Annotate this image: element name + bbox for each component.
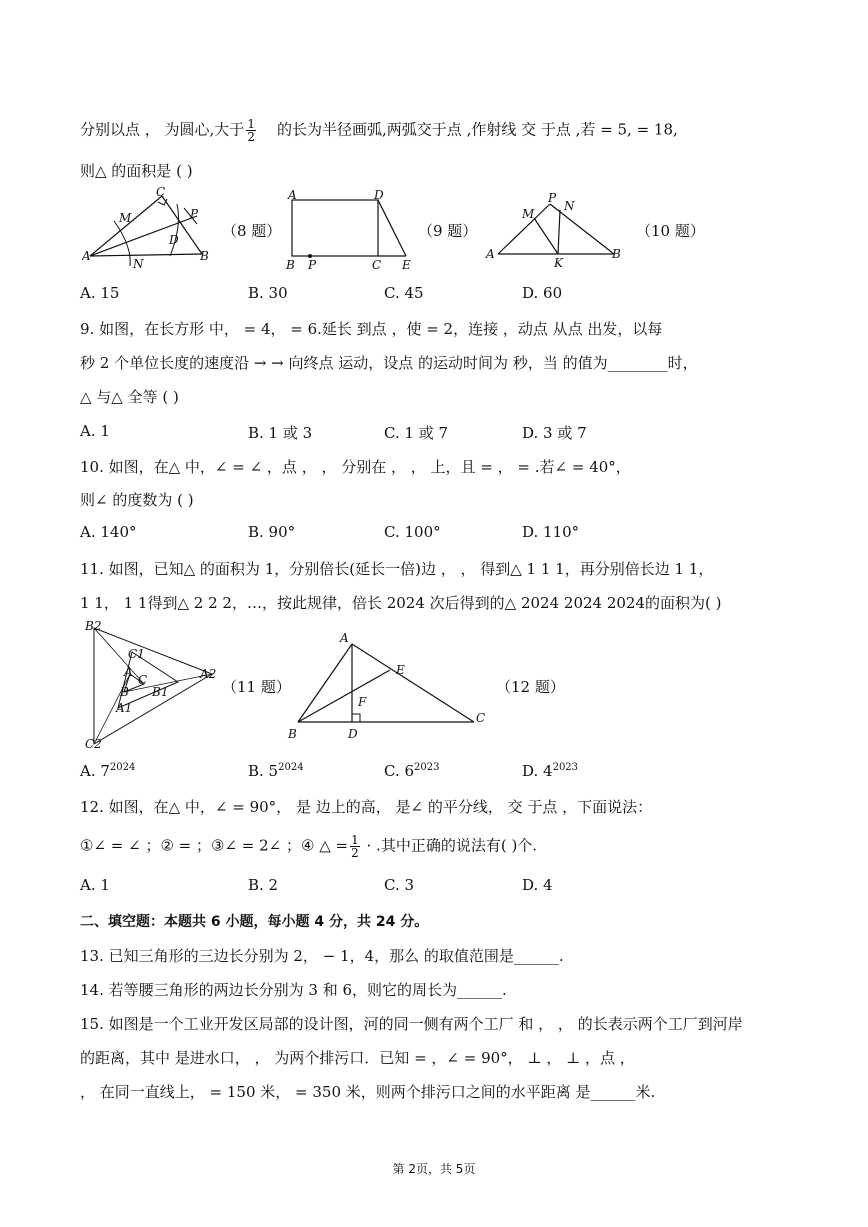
fig11-label-b2: B2: [85, 619, 102, 633]
q12-text-a: ①∠ = ∠ ；② = ；③∠ = 2∠ ；④ △ =: [80, 836, 349, 855]
q9-option-a: A. 1: [80, 422, 110, 440]
fraction-numerator: 1: [351, 833, 359, 847]
option-base: A. 7: [80, 762, 110, 780]
q11-option-b: [248, 762, 304, 780]
fig11-label-b1: B1: [152, 685, 169, 699]
fig8-right-angle: [158, 199, 167, 205]
fig12-label-b: B: [288, 727, 297, 741]
fraction-denominator: 2: [247, 130, 255, 144]
figure-9: [284, 188, 414, 272]
q10-option-c: C. 100°: [384, 523, 441, 541]
fig8-label-b: B: [200, 249, 209, 263]
q15-line3: ， 在同一直线上， = 150 米， = 350 米，则两个排污口之间的水平距离 是______米.: [80, 1083, 656, 1101]
fig11-label-c2: C2: [85, 737, 102, 751]
option-exponent: 2024: [109, 762, 136, 773]
page-footer: 第 2页，共 5页: [392, 1162, 476, 1176]
q8-text-b: 的长为半径画弧,两弧交于点 ,作射线 交 于点 ,若 = 5, = 18,: [277, 120, 678, 139]
figure-10: [484, 190, 634, 270]
q9-option-b: B. 1 或 3: [248, 424, 313, 442]
q8-text-a: 分别以点 ， 为圆心,大于: [80, 120, 245, 139]
q14-text: 14. 若等腰三角形的两边长分别为 3 和 6，则它的周长为______.: [80, 981, 507, 999]
q12-option-d: D. 4: [522, 876, 553, 894]
fig8-label-p: P: [190, 207, 199, 221]
figure-11: [82, 618, 222, 752]
option-exponent: 2023: [414, 762, 440, 773]
fig12-label-c: C: [476, 711, 486, 725]
q10-line1: 10. 如图，在△ 中，∠ = ∠ ，点 ， ， 分别在 ， ， 上，且 = ， = .若∠ = 40°，: [80, 458, 631, 476]
fraction-half: [350, 834, 360, 859]
fig8-label-n: N: [133, 257, 144, 271]
fig8-arc-2: [170, 204, 178, 256]
q8-line2: 则△ 的面积是 ( ): [80, 162, 193, 180]
q9-line1: 9. 如图，在长方形 中， = 4， = 6.延长 到点 ，使 = 2，连接 ，动点 从点 出发，以每: [80, 320, 663, 338]
q13-text: 13. 已知三角形的三边长分别为 2， − 1，4，那么 的取值范围是______.: [80, 947, 564, 965]
option-base: B. 5: [248, 762, 279, 780]
fig8-label-m: M: [119, 211, 132, 225]
section-heading: 二、填空题：本题共 6 小题，每小题 4 分，共 24 分。: [80, 914, 429, 930]
q9-option-d: D. 3 或 7: [522, 424, 587, 442]
fraction-numerator: 1: [247, 117, 255, 131]
fig9-label-e: E: [402, 258, 411, 272]
q12-text-b: · .其中正确的说法有( )个.: [361, 836, 538, 855]
fig8-line-ac: [90, 196, 162, 256]
option-base: D. 4: [522, 762, 553, 780]
q10-option-b: B. 90°: [248, 523, 296, 541]
q9-line3: △ 与△ 全等 ( ): [80, 388, 179, 406]
fig12-caption: （12 题）: [496, 678, 565, 696]
q11-line1: 11. 如图，已知△ 的面积为 1，分别倍长(延长一倍)边 ， ， 得到△ 1 1 1，再分别倍长边 1 1，: [80, 560, 714, 578]
fig12-line-ac: [352, 644, 474, 722]
fig12-label-e: E: [396, 663, 405, 677]
fig9-label-a: A: [288, 188, 297, 202]
fig10-caption: （10 题）: [636, 222, 705, 240]
q9-line2: 秒 2 个单位长度的速度沿 → → 向终点 运动，设点 的运动时间为 秒，当 的值为________时，: [80, 354, 698, 372]
fig8-line-ab: [90, 254, 202, 256]
fig9-label-c: C: [372, 258, 382, 272]
fig9-rectangle: [292, 200, 378, 256]
fig10-line-nk: [558, 210, 560, 254]
fig9-line-de: [378, 200, 406, 256]
fig9-label-d: D: [374, 188, 384, 202]
option-exponent: 2024: [278, 762, 304, 773]
fig12-label-a: A: [340, 631, 349, 645]
q8-option-d: D. 60: [522, 284, 563, 302]
fig10-label-b: B: [612, 247, 621, 261]
fig11-label-a: A: [124, 665, 133, 679]
fraction-half: [246, 118, 256, 143]
fig8-label-d: D: [169, 233, 179, 247]
q12-line2: [80, 834, 537, 859]
option-base: C. 6: [384, 762, 415, 780]
fig12-right-angle: [352, 714, 360, 722]
q8-option-c: C. 45: [384, 284, 424, 302]
q12-option-c: C. 3: [384, 876, 415, 894]
fig12-line-ab: [298, 644, 352, 722]
option-exponent: 2023: [552, 762, 579, 773]
fig11-label-c1: C1: [128, 647, 145, 661]
fig9-caption: （9 题）: [418, 222, 478, 240]
fig12-label-f: F: [358, 695, 367, 709]
q8-option-b: B. 30: [248, 284, 288, 302]
fig11-label-a1: A1: [116, 701, 133, 715]
fig10-label-n: N: [564, 199, 575, 213]
q11-option-c: [384, 762, 439, 780]
q10-option-d: D. 110°: [522, 523, 580, 541]
q8-line1: [80, 118, 678, 143]
q11-line2: 1 1， 1 1得到△ 2 2 2，…，按此规律，倍长 2024 次后得到的△ 2024 2024 2024的面积为( ): [80, 594, 722, 612]
fig8-caption: （8 题）: [222, 222, 282, 240]
fig8-label-a: A: [82, 249, 91, 263]
fig8-line-cb: [162, 196, 202, 254]
q10-option-a: A. 140°: [80, 523, 137, 541]
fig10-label-m: M: [522, 207, 535, 221]
fig12-line-be: [298, 670, 390, 722]
fig11-label-c: C: [138, 673, 148, 687]
fig10-label-k: K: [554, 256, 563, 270]
fig10-label-p: P: [548, 191, 557, 205]
q9-option-c: C. 1 或 7: [384, 424, 449, 442]
q12-line1: 12. 如图，在△ 中，∠ = 90°， 是 边上的高， 是∠ 的平分线， 交 于点 ，下面说法：: [80, 798, 653, 816]
fig8-label-c: C: [156, 186, 166, 199]
fig9-label-p: P: [308, 258, 317, 272]
fraction-denominator: 2: [351, 846, 359, 860]
q11-option-a: [80, 762, 135, 780]
q15-line1: 15. 如图是一个工业开发区局部的设计图，河的同一侧有两个工厂 和 ， ， 的长表示两个工厂到河岸: [80, 1015, 743, 1033]
q8-option-a: A. 15: [80, 284, 120, 302]
q11-option-d: [522, 762, 578, 780]
fig10-line-mk: [534, 218, 558, 254]
fig12-label-d: D: [348, 727, 358, 741]
fig9-label-b: B: [286, 258, 295, 272]
figure-8: [82, 186, 222, 271]
q12-option-a: A. 1: [80, 876, 110, 894]
q10-line2: 则∠ 的度数为 ( ): [80, 491, 194, 509]
fig8-ray-ap: [90, 216, 197, 256]
figure-12: [284, 628, 494, 744]
fig11-label-b: B: [120, 685, 129, 699]
fig10-label-a: A: [486, 247, 495, 261]
q12-option-b: B. 2: [248, 876, 279, 894]
fig11-caption: （11 题）: [222, 678, 291, 696]
fig11-label-a2: A2: [200, 667, 217, 681]
q15-line2: 的距离，其中 是进水口， ， 为两个排污口．已知 = ，∠ = 90°， ⊥ ， ⊥ ，点 ，: [80, 1049, 635, 1067]
